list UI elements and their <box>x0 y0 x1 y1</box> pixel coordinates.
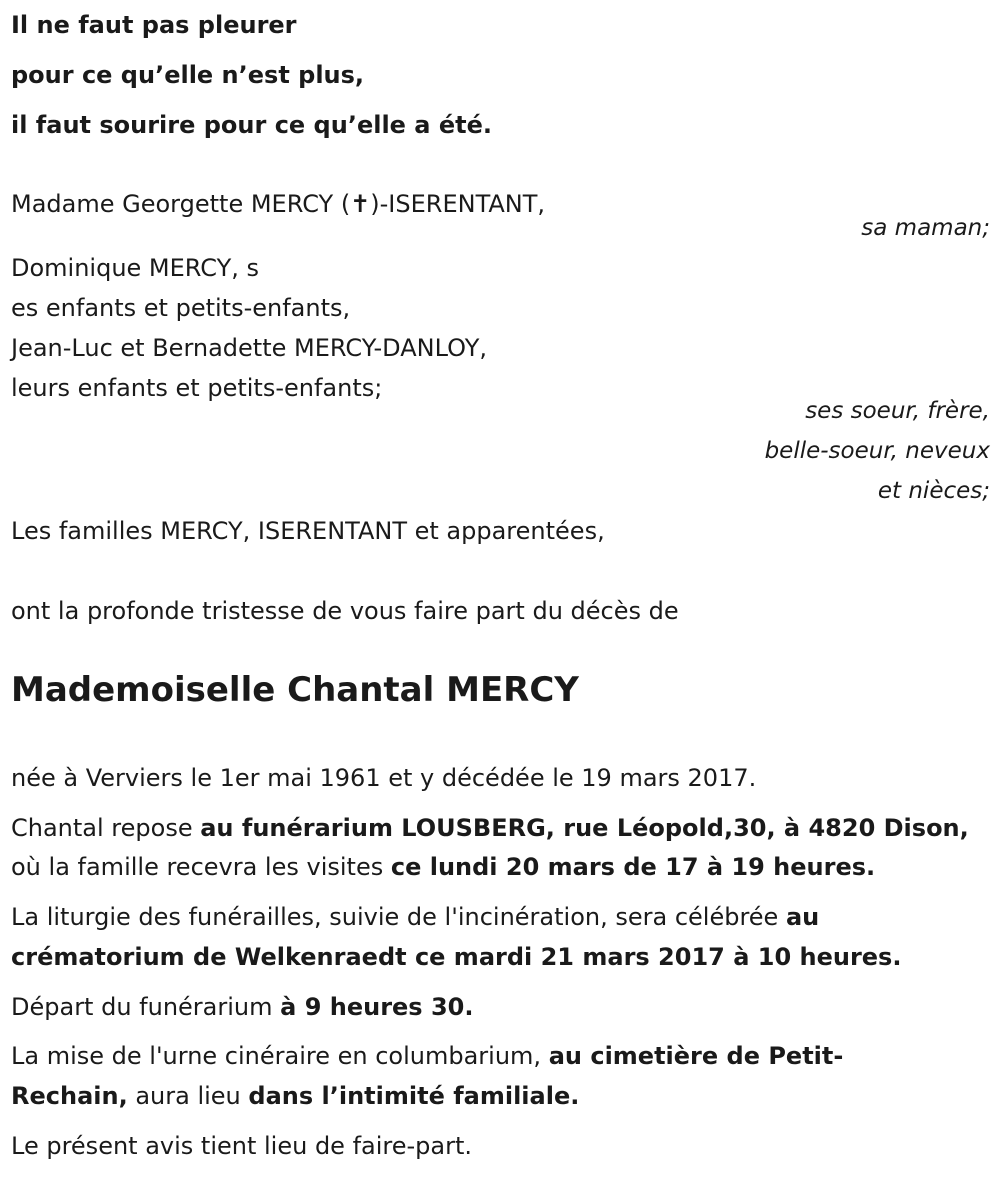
urn-privacy: dans l’intimité familiale. <box>248 1082 580 1110</box>
quote-line: Il ne faut pas pleurer <box>11 11 297 39</box>
families-line: Les familles MERCY, ISERENTANT et apparentées, <box>11 517 605 545</box>
sibling-line: Dominique MERCY, s <box>11 254 260 282</box>
visits-line <box>11 852 875 882</box>
departure-line <box>11 992 473 1022</box>
visits-time: ce lundi 20 mars de 17 à 19 heures. <box>390 853 876 881</box>
quote-line: il faut sourire pour ce qu’elle a été. <box>11 111 492 139</box>
siblings-role: et nièces; <box>877 478 990 504</box>
mother-role: sa maman; <box>861 215 990 241</box>
departure-text: Départ du funérarium <box>11 993 281 1021</box>
liturgy-location-line: crématorium de Welkenraedt ce mardi 21 mars 2017 à 10 heures. <box>11 943 902 971</box>
urn-text: La mise de l'urne cinéraire en columbarium, <box>11 1042 549 1070</box>
urn-line-2 <box>11 1081 579 1111</box>
sibling-line: Jean-Luc et Bernadette MERCY-DANLOY, <box>11 334 487 362</box>
sibling-line: es enfants et petits-enfants, <box>11 294 351 322</box>
repose-location: au funérarium LOUSBERG, rue Léopold,30, à 4820 Dison, <box>200 814 969 842</box>
quote-line: pour ce qu’elle n’est plus, <box>11 61 365 89</box>
notice-line: Le présent avis tient lieu de faire-part. <box>11 1132 473 1160</box>
liturgy-location: au <box>785 903 820 931</box>
liturgy-line <box>11 902 819 932</box>
repose-text: Chantal repose <box>11 814 201 842</box>
siblings-role: ses soeur, frère, <box>805 398 990 424</box>
birth-line: née à Verviers le 1er mai 1961 et y décédée le 19 mars 2017. <box>11 764 757 792</box>
visits-text: où la famille recevra les visites <box>11 853 391 881</box>
siblings-role: belle-soeur, neveux <box>764 438 990 464</box>
liturgy-text: La liturgie des funérailles, suivie de l'incinération, sera célébrée <box>11 903 786 931</box>
sibling-line: leurs enfants et petits-enfants; <box>11 374 383 402</box>
mother-name: Madame Georgette MERCY (✝)-ISERENTANT, <box>11 190 546 218</box>
announcement: ont la profonde tristesse de vous faire part du décès de <box>11 597 679 625</box>
urn-location: au cimetière de Petit- <box>548 1042 844 1070</box>
urn-line <box>11 1041 843 1071</box>
repose-line <box>11 813 969 843</box>
urn-location-end: Rechain, <box>11 1082 128 1110</box>
departure-time: à 9 heures 30. <box>280 993 474 1021</box>
deceased-name: Mademoiselle Chantal MERCY <box>11 670 579 710</box>
urn-text-2: aura lieu <box>127 1082 249 1110</box>
